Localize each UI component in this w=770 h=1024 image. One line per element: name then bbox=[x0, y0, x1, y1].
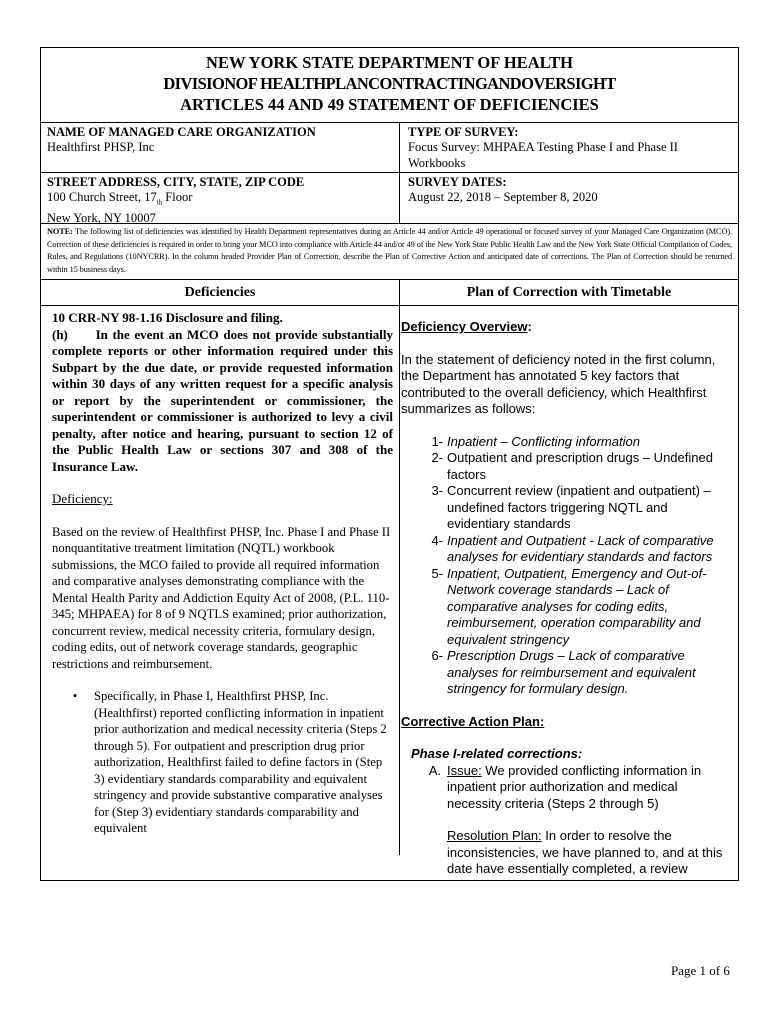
plan-column-header: Plan of Correction with Timetable bbox=[466, 285, 672, 300]
issue-item bbox=[401, 763, 732, 878]
overview-text: In the statement of deficiency noted in the first column, the Department has annotated 5 key factors that contributed to the overall deficiency, which Healthfirst summarizes as follows: bbox=[401, 351, 716, 416]
factor-number: 2- bbox=[431, 450, 443, 465]
header-line-1: NEW YORK STATE DEPARTMENT OF HEALTH bbox=[206, 53, 573, 72]
survey-type-label: TYPE OF SURVEY: bbox=[408, 125, 519, 139]
plan-column bbox=[400, 306, 738, 876]
factor-text: Inpatient – Conflicting information bbox=[447, 433, 640, 449]
factor-item bbox=[401, 450, 732, 483]
table-body bbox=[41, 306, 738, 876]
phase-section bbox=[401, 746, 732, 763]
deficiencies-column bbox=[41, 306, 400, 855]
issue-num: A. bbox=[428, 762, 441, 778]
bullet-icon: • bbox=[72, 688, 78, 703]
factor-text: Prescription Drugs – Lack of comparative analyses for reimbursement and equivalent stringency for formulary design. bbox=[447, 648, 696, 696]
cap-label: Corrective Action Plan: bbox=[401, 713, 545, 729]
survey-dates-label: SURVEY DATES: bbox=[408, 175, 507, 189]
factor-text: Outpatient and prescription drugs – Undefined factors bbox=[447, 450, 713, 482]
factor-number: 4- bbox=[431, 532, 443, 548]
factor-number: 3- bbox=[431, 483, 443, 498]
deficiency-bullet bbox=[52, 688, 393, 837]
header-line-2: DIVISIONOF HEALTHPLANCONTRACTINGANDOVERSIGHT bbox=[163, 74, 616, 93]
factor-number: 1- bbox=[431, 433, 443, 449]
factor-number: 5- bbox=[431, 565, 443, 581]
org-name-cell bbox=[41, 123, 400, 172]
address-label: STREET ADDRESS, CITY, STATE, ZIP CODE bbox=[47, 175, 305, 189]
phase-label: Phase I-related corrections: bbox=[411, 746, 583, 761]
factor-item bbox=[401, 434, 732, 451]
org-row bbox=[41, 123, 738, 173]
note-block bbox=[41, 224, 738, 280]
overview-label: Deficiency Overview bbox=[401, 319, 528, 334]
deficiency-paragraph: Based on the review of Healthfirst PHSP, Inc. Phase I and Phase II nonquantitative treatment limitation (NQTL) workbook submissions, the MCO failed to provide all required information and comparative analyses demonstrating compliance with the Mental Health Parity and Addiction Equity Act of 2008, (P.L. 110-345; MHPAEA) for 8 of 9 NQTLS examined; prior authorization, concurrent review, medical necessity criteria, formulary design, coding edits, out of network coverage standards, geographic restrictions and reimbursement. bbox=[52, 524, 391, 671]
factor-text: Inpatient and Outpatient - Lack of comparative analyses for evidentiary standards and factors bbox=[447, 532, 714, 564]
bullet-text: Specifically, in Phase I, Healthfirst PHSP, Inc. (Healthfirst) reported conflicting information in inpatient prior authorization and medical necessity criteria (Steps 2 through 5). For outpatient and prescription drug prior authorization, Healthfirst failed to define factors in (Step 3) evidentiary standards comparability and equivalent stringency and provide substantive comparative analyses for (Step 3) evidentiary standards comparability and equivalent bbox=[94, 689, 387, 835]
factor-item bbox=[401, 648, 732, 698]
note-label: NOTE: bbox=[47, 227, 73, 236]
statement-of-deficiencies-form bbox=[40, 47, 739, 881]
factor-item bbox=[401, 566, 732, 649]
overview-heading bbox=[401, 319, 732, 336]
address-row bbox=[41, 173, 738, 224]
page-number: Page 1 of 6 bbox=[671, 963, 730, 978]
survey-dates-value: August 22, 2018 – September 8, 2020 bbox=[408, 190, 598, 204]
address-line-2: New York, NY 10007 bbox=[47, 211, 156, 225]
factor-number: 6- bbox=[431, 648, 443, 663]
survey-type-value: Focus Survey: MHPAEA Testing Phase I and Phase II Workbooks bbox=[408, 140, 678, 170]
deficiency-label: Deficiency: bbox=[52, 491, 113, 506]
note-text: The following list of deficiencies was identified by Health Department representatives during an Article 44 and/or Article 49 operational or focused survey of your Managed Care Organization (MCO). Correction of these deficiencies is required in order to bring your MCO into compliance with Article 44 and/or 49 of the New York State Public Health Law and the New York State Official Compilation of Codes, Rules, and Regulations (10NYCRR). In the column headed Provider Plan of Correction, describe the Plan of Corrective Action and anticipated date of corrections. The Plan of Correction should be returned within 15 business days. bbox=[47, 227, 732, 274]
resolution-label: Resolution Plan: bbox=[447, 828, 542, 843]
factor-text: Inpatient, Outpatient, Emergency and Out-of-Network coverage standards – Lack of comparative analyses for coding edits, reimbursement, operation comparability and equivalent stringency bbox=[447, 565, 707, 647]
document-header bbox=[41, 48, 738, 123]
org-name-value: Healthfirst PHSP, Inc bbox=[47, 140, 155, 154]
org-name-label: NAME OF MANAGED CARE ORGANIZATION bbox=[47, 125, 316, 139]
issue-label: Issue: bbox=[447, 762, 482, 778]
factor-item bbox=[401, 533, 732, 566]
column-headers bbox=[41, 280, 738, 306]
survey-type-cell bbox=[400, 123, 738, 172]
address-street: 100 Church Street, 17 bbox=[47, 190, 157, 204]
address-line-1 bbox=[47, 190, 393, 211]
overview-colon: : bbox=[527, 319, 532, 334]
factor-list bbox=[401, 434, 732, 698]
issue-text: We provided conflicting information in inpatient prior authorization and medical necessity criteria (Steps 2 through 5) bbox=[447, 762, 702, 811]
resolution-block bbox=[447, 828, 732, 878]
deficiencies-column-header: Deficiencies bbox=[41, 280, 400, 305]
factor-item bbox=[401, 483, 732, 533]
address-ordinal: th bbox=[156, 198, 163, 207]
rule-title: 10 CRR-NY 98-1.16 Disclosure and filing. bbox=[52, 310, 283, 325]
header-line-3: ARTICLES 44 AND 49 STATEMENT OF DEFICIENCIES bbox=[180, 95, 599, 114]
rule-body: (h) In the event an MCO does not provide substantially complete reports or other information required under this Subpart by the due date, or provide requested information within 30 days of any written request for a specific analysis or report by the superintendent or commissioner, the superintendent or commissioner is authorized to levy a civil penalty, after notice and hearing, pursuant to section 12 of the Public Health Law or sections 307 and 308 of the Insurance Law. bbox=[52, 326, 397, 474]
address-floor: Floor bbox=[162, 190, 193, 204]
survey-dates-cell bbox=[400, 173, 738, 223]
address-cell bbox=[41, 173, 400, 223]
issue-text-block bbox=[447, 763, 732, 878]
resolution-text: In order to resolve the inconsistencies, we have planned to, and at this date have essentially completed, a review bbox=[447, 828, 723, 876]
factor-text: Concurrent review (inpatient and outpatient) – undefined factors triggering NQTL and evidentiary standards bbox=[447, 483, 711, 531]
